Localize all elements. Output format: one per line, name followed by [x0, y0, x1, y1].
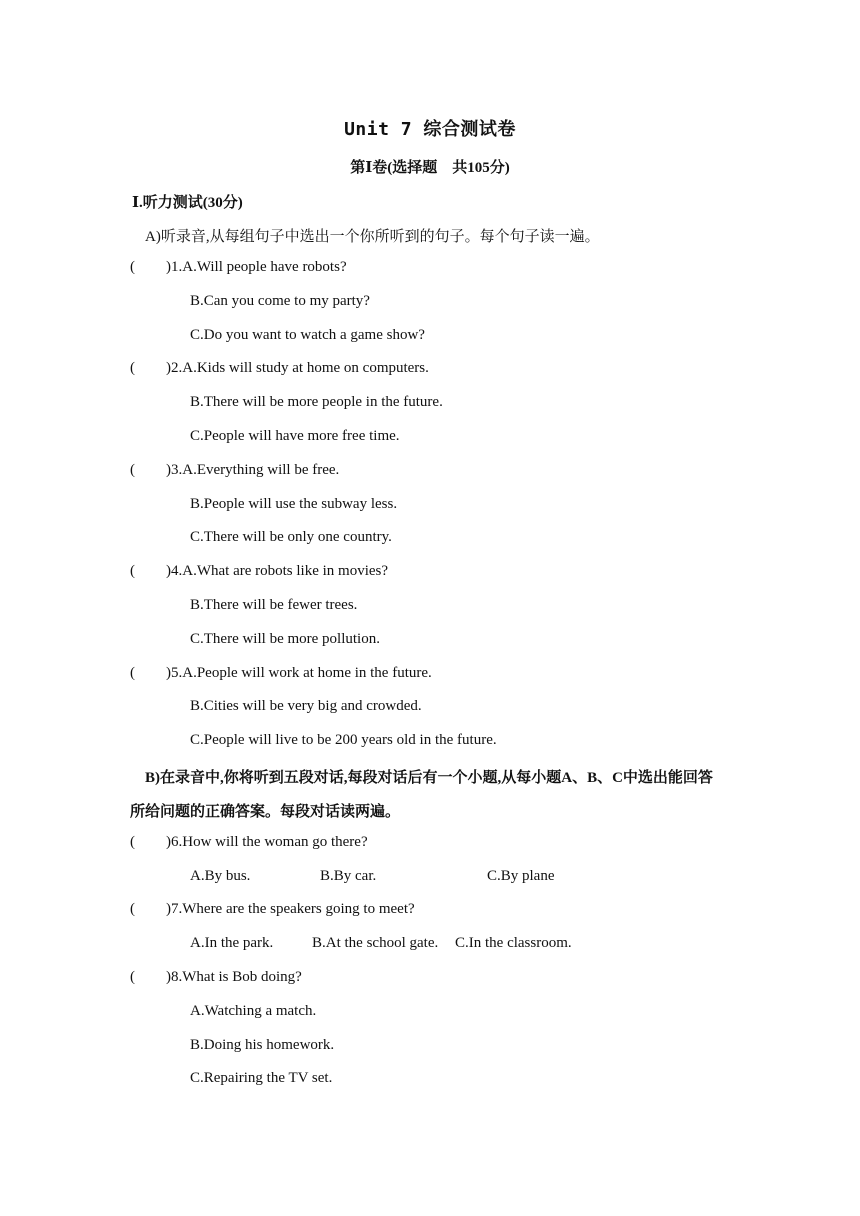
- option-b: B.By car.: [320, 868, 377, 884]
- option-c: C.Do you want to watch a game show?: [190, 327, 425, 343]
- option-a: A.Watching a match.: [190, 1003, 317, 1019]
- answer-blank[interactable]: (: [130, 834, 135, 850]
- part-b-instruction-line1: B)在录音中,你将听到五段对话,每段对话后有一个小题,从每小题A、B、C中选出能回答: [145, 770, 713, 786]
- option-c: C.There will be only one country.: [190, 529, 392, 545]
- question-3: ( )3.A.Everything will be free.: [130, 462, 340, 478]
- option-c: C.There will be more pollution.: [190, 631, 380, 647]
- option-b: B.At the school gate.: [312, 935, 439, 951]
- answer-blank[interactable]: (: [130, 259, 135, 275]
- question-7: ( )7.Where are the speakers going to meet?: [130, 901, 415, 917]
- question-6: ( )6.How will the woman go there?: [130, 834, 368, 850]
- option-b: B.Doing his homework.: [190, 1037, 335, 1053]
- question-4: ( )4.A.What are robots like in movies?: [130, 563, 389, 579]
- answer-blank[interactable]: (: [130, 665, 135, 681]
- option-b: B.Can you come to my party?: [190, 293, 370, 309]
- option-b: B.Cities will be very big and crowded.: [190, 698, 422, 714]
- question-2: ( )2.A.Kids will study at home on computers.: [130, 360, 429, 376]
- question-1: ( )1.A.Will people have robots?: [130, 259, 347, 275]
- answer-blank[interactable]: (: [130, 563, 135, 579]
- paper-subtitle: 第Ⅰ卷(选择题 共105分): [350, 160, 510, 176]
- page-title: Unit 7 综合测试卷: [344, 119, 516, 140]
- option-c: C.People will have more free time.: [190, 428, 400, 444]
- section-heading-listening: Ⅰ.听力测试(30分): [132, 195, 243, 211]
- part-b-instruction-line2: 所给问题的正确答案。每段对话读两遍。: [130, 804, 401, 820]
- option-b: B.People will use the subway less.: [190, 496, 398, 512]
- question-8: ( )8.What is Bob doing?: [130, 969, 302, 985]
- answer-blank[interactable]: (: [130, 901, 135, 917]
- option-c: C.People will live to be 200 years old in the future.: [190, 732, 497, 748]
- option-b: B.There will be fewer trees.: [190, 597, 358, 613]
- option-a: A.By bus.: [190, 868, 251, 884]
- option-c: C.In the classroom.: [455, 935, 572, 951]
- answer-blank[interactable]: (: [130, 360, 135, 376]
- option-b: B.There will be more people in the future.: [190, 394, 443, 410]
- part-a-instruction: A)听录音,从每组句子中选出一个你所听到的句子。每个句子读一遍。: [145, 229, 600, 245]
- question-5: ( )5.A.People will work at home in the future.: [130, 665, 432, 681]
- option-c: C.By plane: [487, 868, 555, 884]
- option-c: C.Repairing the TV set.: [190, 1070, 333, 1086]
- answer-blank[interactable]: (: [130, 969, 135, 985]
- option-a: A.In the park.: [190, 935, 274, 951]
- answer-blank[interactable]: (: [130, 462, 135, 478]
